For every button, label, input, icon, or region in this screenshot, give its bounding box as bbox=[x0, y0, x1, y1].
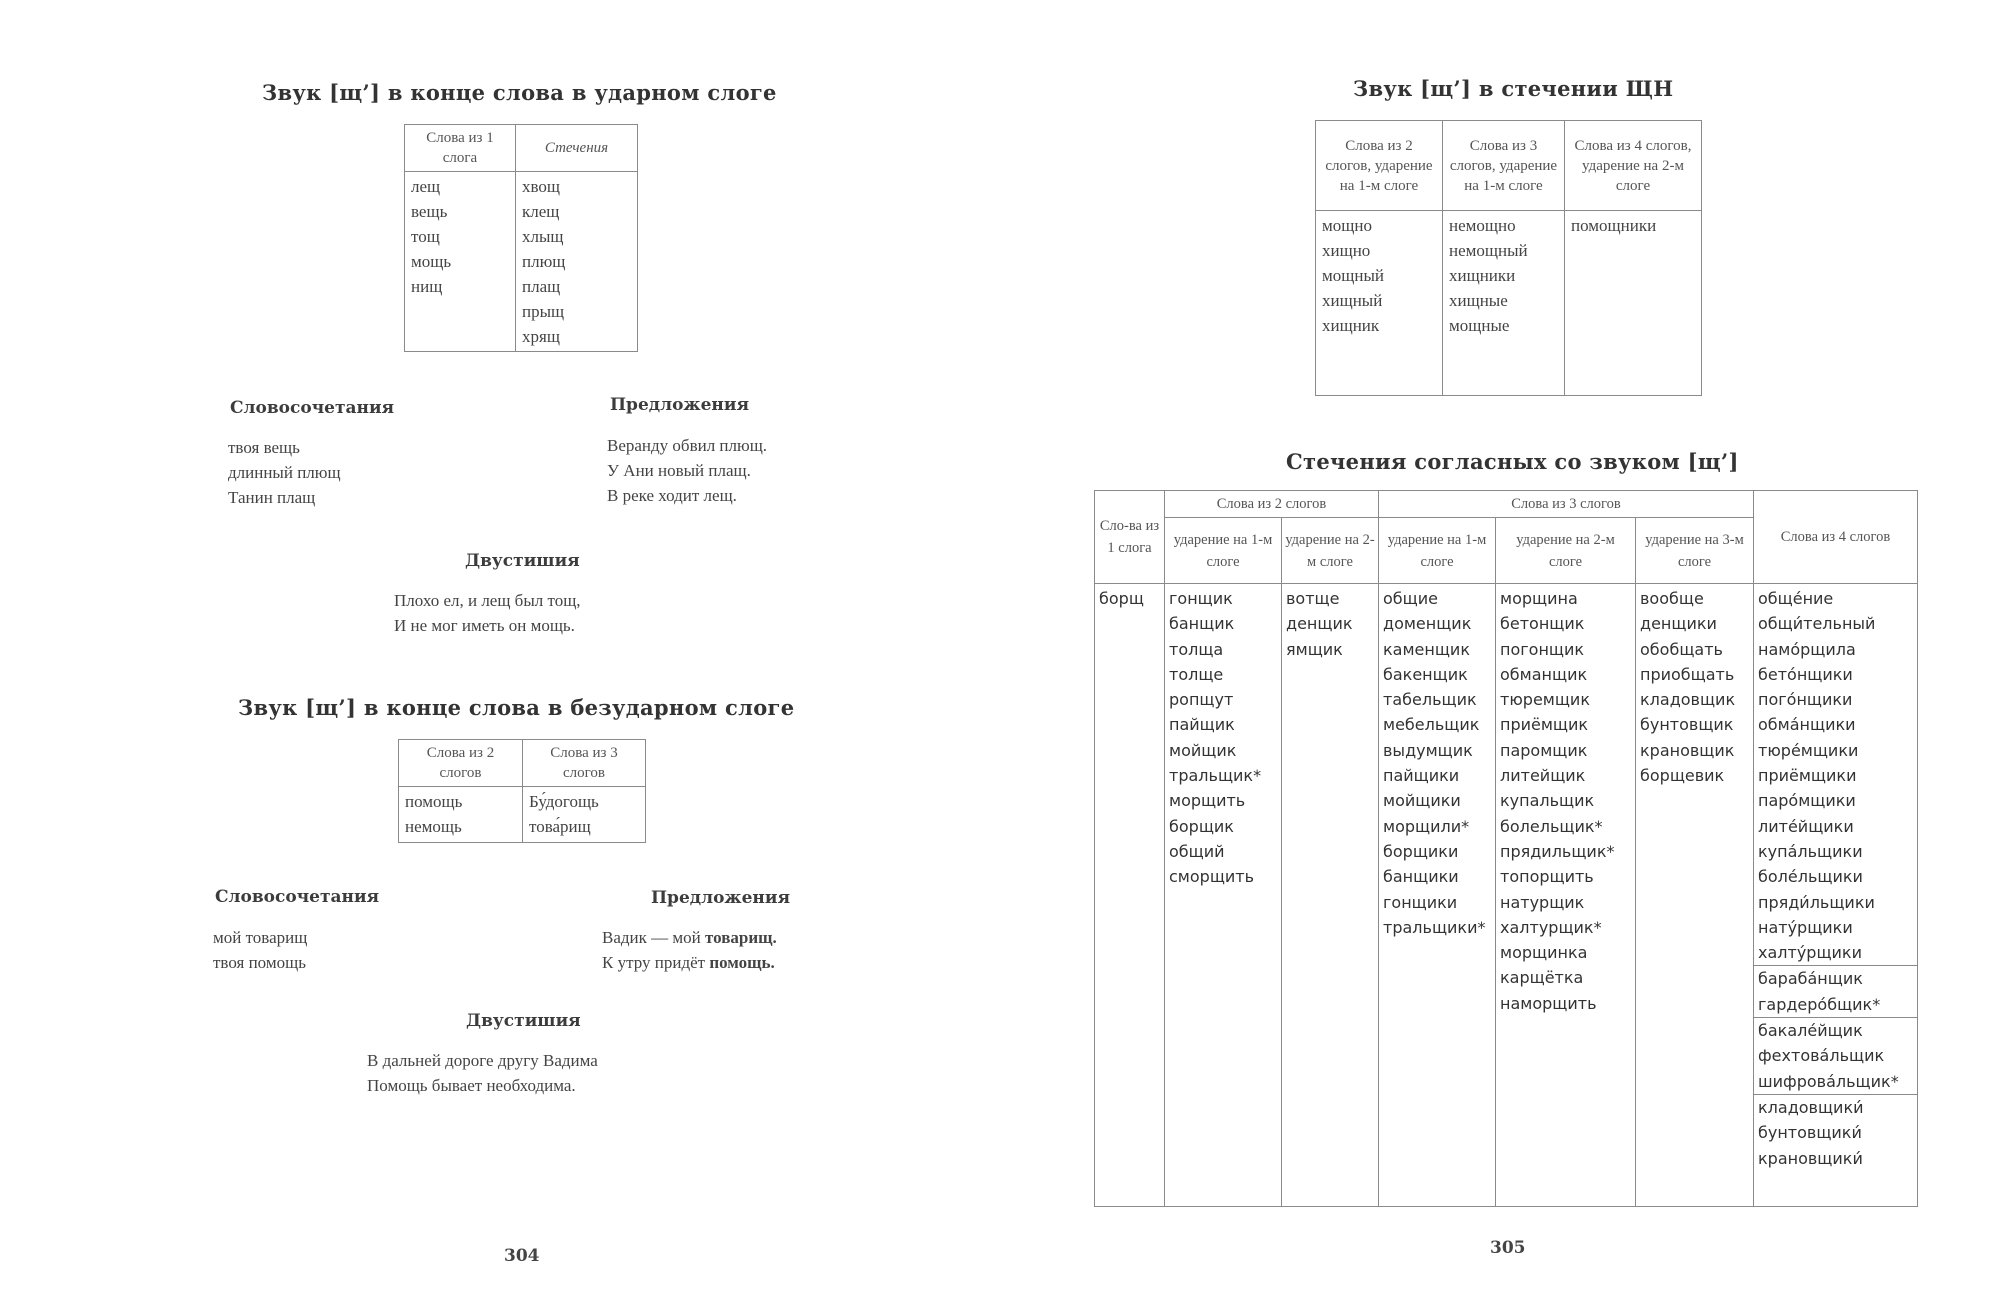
table-header: Слова из 3 слогов bbox=[523, 740, 646, 787]
word: обма́нщики bbox=[1758, 715, 1856, 735]
word: мощный bbox=[1322, 266, 1384, 285]
sentences-list bbox=[602, 925, 777, 975]
word: кладовщик bbox=[1640, 690, 1736, 710]
word: бунтовщик bbox=[1640, 715, 1734, 735]
word: плащ bbox=[522, 277, 561, 296]
word: общие bbox=[1383, 589, 1438, 608]
word: пряди́льщики bbox=[1758, 892, 1875, 912]
sentence: Веранду обвил плющ. bbox=[607, 436, 768, 455]
col-two-stress2 bbox=[1282, 584, 1379, 1207]
table-header: Слова из 3 слогов, ударение на 1-м слоге bbox=[1443, 121, 1565, 211]
word: морщинка bbox=[1500, 943, 1588, 963]
table-header: Слова из 1 слога bbox=[405, 125, 516, 172]
table-header: Сло-ва из 1 слога bbox=[1095, 491, 1165, 584]
word: денщики bbox=[1640, 614, 1717, 634]
word: сморщить bbox=[1169, 867, 1255, 887]
word: тощ bbox=[411, 227, 440, 246]
section4-table bbox=[1094, 490, 1918, 1207]
table-header: Стечения bbox=[516, 125, 638, 172]
col-one-syllable bbox=[1095, 584, 1165, 1207]
word: борщ bbox=[1099, 589, 1144, 608]
word: паро́мщики bbox=[1758, 791, 1856, 811]
word: общий bbox=[1169, 841, 1225, 861]
word: приёмщики bbox=[1758, 766, 1857, 786]
phrase: твоя помощь bbox=[213, 953, 306, 972]
table-cell bbox=[1316, 211, 1443, 396]
word-group bbox=[1754, 1018, 1917, 1095]
table-cell bbox=[1443, 211, 1565, 396]
word: мощные bbox=[1449, 316, 1510, 335]
phrase: длинный плющ bbox=[228, 463, 341, 482]
table-header: Слова из 4 слогов, ударение на 2-м слоге bbox=[1565, 121, 1702, 211]
word: боле́льщики bbox=[1758, 867, 1863, 887]
word: натурщик bbox=[1500, 892, 1585, 912]
word: бето́нщики bbox=[1758, 664, 1853, 684]
word: лещ bbox=[411, 177, 441, 196]
section2-table bbox=[398, 739, 646, 843]
phrases-heading: Словосочетания bbox=[215, 887, 380, 907]
word: толще bbox=[1169, 664, 1224, 684]
word: гонщик bbox=[1169, 589, 1233, 608]
sentence-bold: помощь. bbox=[709, 953, 775, 972]
word: немощно bbox=[1449, 216, 1516, 235]
sentences-heading: Предложения bbox=[610, 395, 750, 415]
word: плющ bbox=[522, 252, 566, 271]
couplet-line: Помощь бывает необходима. bbox=[367, 1076, 576, 1095]
word: клещ bbox=[522, 202, 560, 221]
word: нату́рщики bbox=[1758, 917, 1853, 937]
table-cell bbox=[405, 172, 516, 352]
word: ропщут bbox=[1169, 690, 1234, 710]
word: каменщик bbox=[1383, 639, 1470, 659]
word: гонщики bbox=[1383, 892, 1458, 912]
phrases-list bbox=[213, 925, 307, 975]
couplet-heading: Двустишия bbox=[466, 1011, 581, 1031]
word: карщётка bbox=[1500, 968, 1584, 988]
phrases-list bbox=[228, 435, 341, 510]
word: лите́йщики bbox=[1758, 816, 1854, 836]
word: болельщик* bbox=[1500, 816, 1603, 836]
couplet-line: Плохо ел, и лещ был тощ, bbox=[394, 591, 581, 610]
table-header: Слова из 4 слогов bbox=[1754, 491, 1918, 584]
word: топорщить bbox=[1500, 867, 1594, 887]
word: вещь bbox=[411, 202, 448, 221]
section3-title: Звук [щ’] в стечении ЩН bbox=[1353, 76, 1674, 101]
word: помощь bbox=[405, 792, 463, 811]
word: пайщик bbox=[1169, 715, 1235, 735]
section1-title: Звук [щ’] в конце слова в ударном слоге bbox=[262, 80, 777, 105]
word: крановщики́ bbox=[1758, 1148, 1863, 1168]
word: прядильщик* bbox=[1500, 841, 1615, 861]
table-cell bbox=[1565, 211, 1702, 396]
col-three-stress3 bbox=[1636, 584, 1754, 1207]
word: наморщить bbox=[1500, 993, 1597, 1013]
table-header: Слова из 2 слогов, ударение на 1-м слоге bbox=[1316, 121, 1443, 211]
word: табельщик bbox=[1383, 690, 1477, 710]
sentence: В реке ходит лещ. bbox=[607, 486, 737, 505]
word: прыщ bbox=[522, 302, 565, 321]
word: морщина bbox=[1500, 589, 1578, 608]
word: обманщик bbox=[1500, 664, 1588, 684]
section1-table bbox=[404, 124, 638, 352]
sentences-list bbox=[607, 433, 767, 508]
phrase: мой товарищ bbox=[213, 928, 308, 947]
word: литейщик bbox=[1500, 766, 1586, 786]
word: нищ bbox=[411, 277, 443, 296]
col-three-stress1 bbox=[1379, 584, 1496, 1207]
word: помощники bbox=[1571, 216, 1657, 235]
table-subheader: ударение на 1-м слоге bbox=[1165, 518, 1282, 584]
sentence-text: К утру придёт bbox=[602, 953, 710, 972]
word: борщик bbox=[1169, 816, 1234, 836]
word: ямщик bbox=[1286, 639, 1343, 659]
word: хрящ bbox=[522, 327, 560, 346]
word: банщик bbox=[1169, 614, 1235, 634]
word: хищники bbox=[1449, 266, 1516, 285]
sentences-heading: Предложения bbox=[651, 888, 791, 908]
word: борщики bbox=[1383, 841, 1459, 861]
word: купа́льщики bbox=[1758, 841, 1863, 861]
sentence-text: Вадик — мой bbox=[602, 928, 705, 947]
word: доменщик bbox=[1383, 614, 1472, 634]
table-cell bbox=[516, 172, 638, 352]
word-group bbox=[1754, 586, 1917, 966]
word: мебельщик bbox=[1383, 715, 1480, 735]
word: хищно bbox=[1322, 241, 1371, 260]
word: халту́рщики bbox=[1758, 943, 1862, 963]
word: фехтова́льщик bbox=[1758, 1046, 1885, 1066]
couplet bbox=[394, 588, 581, 638]
table-subheader: ударение на 2-м слоге bbox=[1496, 518, 1636, 584]
word: мойщик bbox=[1169, 740, 1237, 760]
word: борщевик bbox=[1640, 766, 1725, 786]
word: хвощ bbox=[522, 177, 561, 196]
word: крановщик bbox=[1640, 740, 1735, 760]
word: хищные bbox=[1449, 291, 1508, 310]
table-header: Слова из 3 слогов bbox=[1379, 491, 1754, 518]
sentence bbox=[602, 950, 777, 975]
word: Бу́догощь bbox=[529, 792, 599, 811]
word: бараба́нщик bbox=[1758, 969, 1863, 989]
col-two-stress1 bbox=[1165, 584, 1282, 1207]
word: тюремщик bbox=[1500, 690, 1590, 710]
page-number: 305 bbox=[1490, 1238, 1526, 1258]
couplet-line: И не мог иметь он мощь. bbox=[394, 616, 575, 635]
word: това́рищ bbox=[529, 817, 591, 836]
table-header: Слова из 2 слогов bbox=[1165, 491, 1379, 518]
word-group bbox=[1754, 966, 1917, 1018]
table-subheader: ударение на 1-м слоге bbox=[1379, 518, 1496, 584]
word: толща bbox=[1169, 639, 1224, 659]
table-subheader: ударение на 3-м слоге bbox=[1636, 518, 1754, 584]
phrase: твоя вещь bbox=[228, 438, 300, 457]
word: халтурщик* bbox=[1500, 917, 1602, 937]
table-subheader: ударение на 2-м слоге bbox=[1282, 518, 1379, 584]
right-page bbox=[1000, 0, 2000, 1309]
sentence-bold: товарищ. bbox=[705, 928, 777, 947]
section3-table bbox=[1315, 120, 1702, 396]
phrases-heading: Словосочетания bbox=[230, 398, 395, 418]
couplet-line: В дальней дороге другу Вадима bbox=[367, 1051, 598, 1070]
section2-title: Звук [щ’] в конце слова в безударном слоге bbox=[238, 695, 795, 720]
word: денщик bbox=[1286, 614, 1353, 634]
word-group bbox=[1754, 1095, 1917, 1171]
word: хищник bbox=[1322, 316, 1380, 335]
col-four-syllables bbox=[1754, 584, 1918, 1207]
phrase: Танин плащ bbox=[228, 488, 316, 507]
word: погонщик bbox=[1500, 639, 1585, 659]
word: гардеро́бщик* bbox=[1758, 994, 1881, 1014]
word: обще́ние bbox=[1758, 589, 1834, 608]
word: паромщик bbox=[1500, 740, 1588, 760]
word: пайщики bbox=[1383, 766, 1460, 786]
word: шифрова́льщик* bbox=[1758, 1071, 1899, 1091]
word: приёмщик bbox=[1500, 715, 1589, 735]
word: бакенщик bbox=[1383, 664, 1468, 684]
word: вообще bbox=[1640, 589, 1704, 608]
word: кладовщики́ bbox=[1758, 1097, 1864, 1117]
word: общи́тельный bbox=[1758, 614, 1876, 634]
word: тральщик* bbox=[1169, 766, 1262, 786]
word: тральщики* bbox=[1383, 917, 1486, 937]
page-number: 304 bbox=[504, 1246, 540, 1266]
word: немощный bbox=[1449, 241, 1528, 260]
col-three-stress2 bbox=[1496, 584, 1636, 1207]
word: обобщать bbox=[1640, 639, 1723, 659]
sentence: У Ани новый плащ. bbox=[607, 461, 751, 480]
word: хищный bbox=[1322, 291, 1383, 310]
word: выдумщик bbox=[1383, 740, 1473, 760]
word: мойщики bbox=[1383, 791, 1461, 811]
word: намо́рщила bbox=[1758, 639, 1856, 659]
word: морщить bbox=[1169, 791, 1246, 811]
word: банщики bbox=[1383, 867, 1459, 887]
word: бунтовщики́ bbox=[1758, 1123, 1862, 1143]
word: купальщик bbox=[1500, 791, 1595, 811]
word: бакале́йщик bbox=[1758, 1021, 1863, 1041]
word: морщили* bbox=[1383, 816, 1470, 836]
word: пого́нщики bbox=[1758, 690, 1853, 710]
word: хлыщ bbox=[522, 227, 564, 246]
table-cell bbox=[523, 787, 646, 843]
couplet bbox=[367, 1048, 598, 1098]
word: бетонщик bbox=[1500, 614, 1585, 634]
sentence bbox=[602, 925, 777, 950]
word: мощь bbox=[411, 252, 452, 271]
word: тюре́мщики bbox=[1758, 740, 1859, 760]
table-header: Слова из 2 слогов bbox=[399, 740, 523, 787]
word: мощно bbox=[1322, 216, 1372, 235]
word: немощь bbox=[405, 817, 462, 836]
table-cell bbox=[399, 787, 523, 843]
word: вотще bbox=[1286, 589, 1340, 608]
section4-title: Стечения согласных со звуком [щ’] bbox=[1286, 449, 1739, 474]
word: приобщать bbox=[1640, 664, 1735, 684]
couplet-heading: Двустишия bbox=[465, 551, 580, 571]
